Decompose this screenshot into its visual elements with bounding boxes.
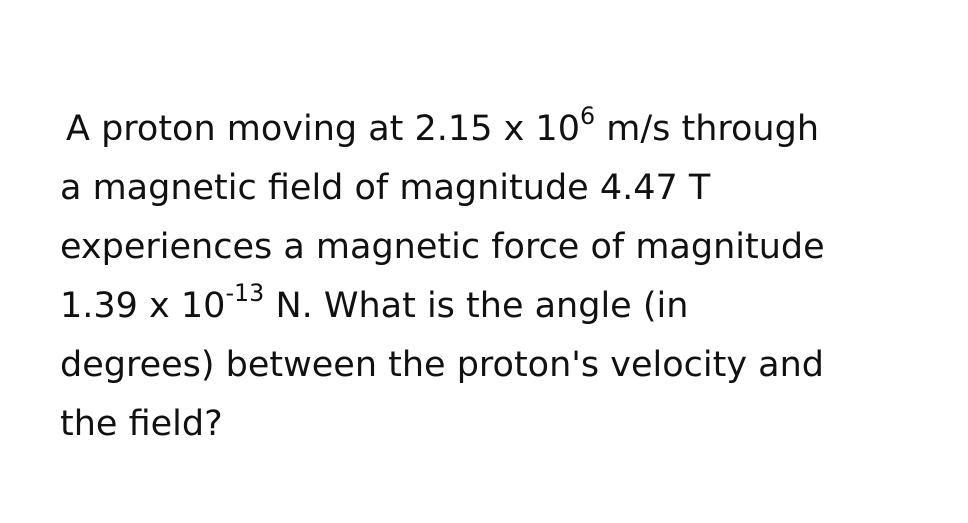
question-line-1	[66, 101, 820, 150]
question-line-2: a magnetic field of magnitude 4.47 T	[60, 168, 711, 208]
force-text: 1.39 x 10	[60, 286, 226, 326]
question-line-3: experiences a magnetic force of magnitude	[60, 227, 825, 267]
question-line-4	[60, 278, 689, 327]
question-line-5: degrees) between the proton's velocity and	[60, 345, 825, 385]
speed-exponent: 6	[579, 101, 596, 130]
speed-unit-text: m/s through	[595, 109, 820, 149]
force-exponent: -13	[225, 278, 265, 307]
force-unit-text: N. What is the angle (in	[264, 286, 689, 326]
speed-text: A proton moving at 2.15 x 10	[66, 109, 580, 149]
question-line-6: the field?	[60, 404, 223, 444]
